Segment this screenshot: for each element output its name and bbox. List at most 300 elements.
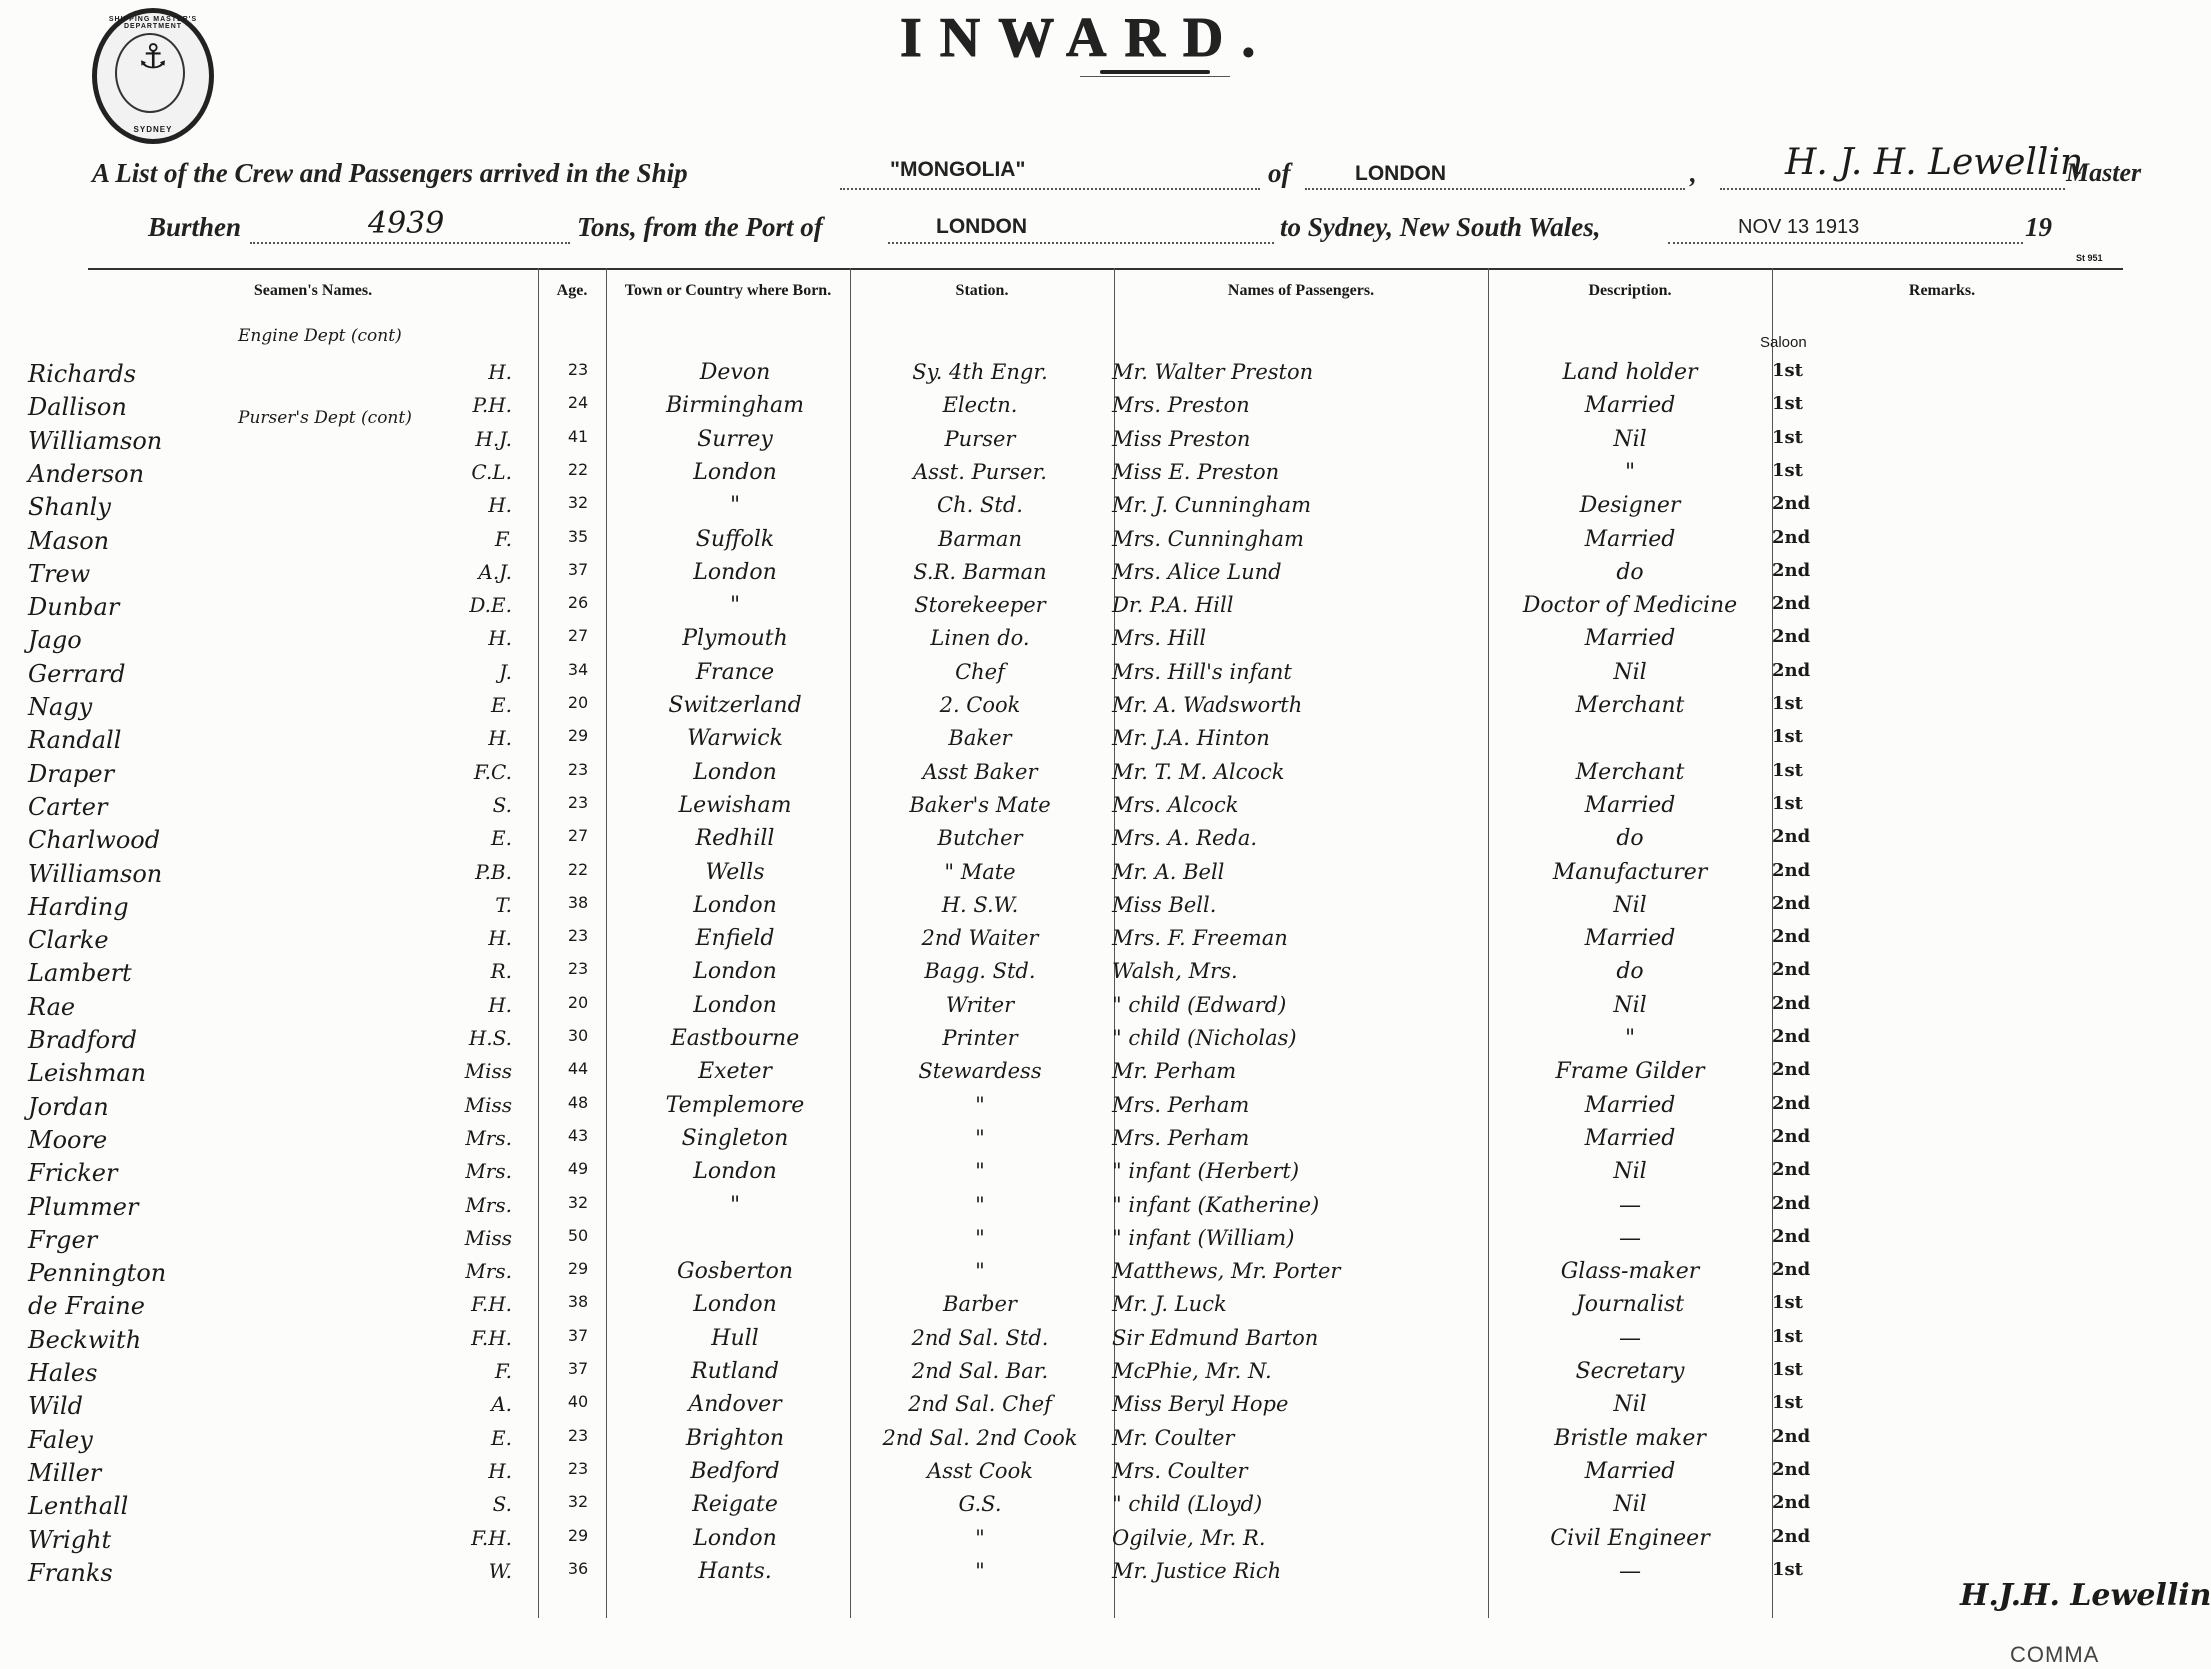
passenger-description: Secretary — [1575, 1359, 1685, 1384]
seaman-name: Hales — [28, 1359, 98, 1387]
seaman-age: 29 — [567, 726, 589, 746]
class-remark: 2nd — [1772, 559, 1811, 581]
station: Ch. Std. — [937, 493, 1023, 518]
table-top-rule — [88, 268, 2123, 270]
column-header-born: Town or Country where Born. — [624, 282, 832, 299]
birthplace: Eastbourne — [670, 1026, 800, 1051]
table-row — [0, 1292, 2131, 1326]
passenger-description: Nil — [1613, 659, 1647, 685]
seaman-age: 38 — [567, 892, 589, 912]
class-remark: 1st — [1772, 426, 1803, 448]
seaman-age: 37 — [567, 1359, 589, 1378]
station: " — [975, 1225, 985, 1250]
seaman-initials: Miss — [464, 1059, 512, 1084]
seaman-name: Clarke — [28, 926, 109, 955]
class-remark: 1st — [1772, 759, 1803, 781]
seaman-name: Lambert — [28, 959, 132, 988]
seaman-initials: F.H. — [471, 1325, 512, 1350]
table-row — [0, 1526, 2131, 1560]
station: Asst Cook — [927, 1458, 1033, 1483]
seaman-name: Pennington — [28, 1259, 167, 1288]
burthen-label: Burthen — [148, 212, 242, 242]
table-row — [0, 393, 2131, 427]
seaman-name: Faley — [28, 1425, 93, 1454]
seaman-initials: F. — [494, 1359, 512, 1383]
seaman-initials: H.J. — [475, 426, 512, 451]
seaman-name: Carter — [28, 792, 108, 821]
passenger-name: Mrs. Coulter — [1112, 1458, 1248, 1483]
seaman-initials: A. — [491, 1392, 512, 1417]
passenger-description: do — [1616, 826, 1644, 852]
seaman-name: Jago — [28, 626, 82, 655]
pursers-dept-note: Purser's Dept (cont) — [238, 408, 412, 428]
seaman-age: 40 — [567, 1392, 589, 1412]
station: Stewardess — [918, 1059, 1042, 1084]
seaman-name: Beckwith — [28, 1325, 142, 1354]
seaman-age: 26 — [567, 593, 589, 613]
master-name: H. J. H. Lewellin — [1785, 142, 2084, 183]
passenger-description: Land holder — [1562, 360, 1698, 385]
tons-label: Tons, from the Port of — [577, 212, 823, 242]
class-remark: 2nd — [1772, 1259, 1811, 1281]
column-header-description: Description. — [1588, 282, 1672, 299]
station: " — [975, 1192, 985, 1217]
home-port-dotted-line — [1305, 188, 1685, 190]
arrival-date: NOV 13 1913 — [1738, 216, 1860, 238]
seaman-initials: P.B. — [475, 859, 512, 884]
seaman-age: 23 — [567, 792, 589, 812]
class-remark: 2nd — [1772, 1159, 1811, 1181]
seaman-age: 29 — [567, 1259, 589, 1279]
passenger-name: Mrs. Hill — [1112, 626, 1207, 651]
seaman-name: Harding — [28, 892, 129, 921]
passenger-description: Civil Engineer — [1550, 1525, 1710, 1551]
table-row — [0, 1559, 2131, 1593]
birthplace: Warwick — [687, 726, 783, 752]
passenger-description: " — [1624, 459, 1636, 485]
passenger-name: Miss Bell. — [1112, 892, 1217, 917]
ship-name: "MONGOLIA" — [890, 158, 1026, 181]
saloon-note: Saloon — [1760, 334, 1807, 351]
engine-dept-note: Engine Dept (cont) — [238, 326, 402, 346]
passenger-name: Miss Preston — [1112, 426, 1251, 451]
birthplace: London — [693, 1159, 777, 1185]
birthplace: Singleton — [681, 1125, 789, 1151]
seaman-age: 23 — [567, 759, 589, 779]
table-row — [0, 1459, 2131, 1493]
passenger-description: Bristle maker — [1554, 1425, 1706, 1451]
passenger-name: Ogilvie, Mr. R. — [1112, 1525, 1266, 1550]
passenger-description: Nil — [1613, 1492, 1647, 1518]
station: " — [975, 1558, 985, 1583]
station: 2. Cook — [939, 693, 1021, 717]
passenger-description: Glass-maker — [1560, 1259, 1700, 1285]
seaman-initials: Mrs. — [465, 1125, 512, 1150]
seaman-initials: S. — [492, 1492, 512, 1517]
station: " Mate — [944, 859, 1016, 884]
comma-separator: , — [1690, 158, 1697, 188]
stamp-top-text: SHIPPING MASTER'S DEPARTMENT — [108, 16, 198, 30]
class-remark: 2nd — [1772, 859, 1811, 881]
seaman-initials: H. — [488, 1458, 512, 1483]
class-remark: 1st — [1772, 693, 1803, 714]
passenger-description: Nil — [1613, 1159, 1647, 1185]
birthplace: London — [693, 959, 777, 985]
title-ornament-line — [1080, 76, 1230, 77]
seaman-initials: Mrs. — [465, 1192, 512, 1217]
seaman-initials: H. — [488, 926, 512, 951]
class-remark: 2nd — [1772, 659, 1811, 681]
seaman-age: 35 — [567, 526, 589, 546]
station: Bagg. Std. — [924, 959, 1036, 984]
seaman-age: 32 — [567, 1192, 589, 1212]
class-remark: 2nd — [1772, 1192, 1811, 1214]
seaman-initials: H. — [488, 493, 512, 518]
passenger-description: do — [1616, 559, 1644, 585]
seaman-initials: H. — [488, 360, 512, 384]
tonnage: 4939 — [368, 206, 445, 241]
passenger-name: Mr. J.A. Hinton — [1112, 726, 1270, 751]
to-label: to Sydney, New South Wales, — [1280, 212, 1601, 242]
stamp-bottom-text: SYDNEY — [133, 125, 173, 134]
class-remark: 1st — [1772, 1292, 1803, 1314]
seaman-initials: H. — [488, 626, 512, 651]
passenger-description: Married — [1584, 1092, 1676, 1118]
table-row — [0, 860, 2131, 894]
birthplace: Hull — [711, 1325, 759, 1351]
seaman-name: Lenthall — [28, 1492, 129, 1521]
table-row — [0, 926, 2131, 960]
seaman-initials: E. — [491, 693, 512, 717]
seaman-initials: F.H. — [471, 1525, 512, 1550]
class-remark: 2nd — [1772, 926, 1811, 948]
seaman-initials: H.S. — [468, 1026, 512, 1050]
birthplace: London — [693, 459, 777, 485]
passenger-name: " infant (Katherine) — [1112, 1192, 1320, 1217]
seaman-name: Anderson — [28, 459, 145, 488]
class-remark: 2nd — [1772, 1225, 1811, 1247]
class-remark: 2nd — [1772, 1458, 1811, 1480]
seaman-initials: P.H. — [472, 393, 512, 418]
class-remark: 2nd — [1772, 593, 1811, 615]
passenger-description: Married — [1584, 626, 1676, 652]
seaman-age: 48 — [567, 1092, 589, 1112]
table-row — [0, 660, 2131, 694]
class-remark: 2nd — [1772, 1026, 1811, 1047]
form-reference: St 951 — [2076, 253, 2103, 263]
passenger-description: Married — [1584, 393, 1676, 419]
home-port: LONDON — [1355, 162, 1446, 185]
class-remark: 2nd — [1772, 1125, 1811, 1147]
class-remark: 1st — [1772, 792, 1803, 814]
passenger-name: Mrs. F. Freeman — [1112, 926, 1288, 951]
passenger-name: Mrs. Hill's infant — [1112, 659, 1292, 684]
table-row — [0, 1026, 2131, 1060]
master-dotted-line — [1720, 188, 2065, 190]
passenger-name: Miss E. Preston — [1112, 459, 1280, 484]
date-dotted-line — [1668, 242, 2023, 244]
birthplace: Brighton — [685, 1425, 785, 1451]
table-row — [0, 1226, 2131, 1260]
from-port: LONDON — [936, 215, 1027, 238]
page-title: INWARD. — [900, 7, 1274, 69]
passenger-name: Dr. P.A. Hill — [1112, 593, 1234, 618]
birthplace: Plymouth — [682, 626, 788, 652]
class-remark: 2nd — [1772, 1492, 1811, 1514]
class-remark: 2nd — [1772, 493, 1811, 515]
seaman-initials: R. — [490, 959, 512, 984]
seaman-name: Bradford — [28, 1026, 137, 1054]
seaman-age: 23 — [567, 926, 589, 946]
passenger-description: Nil — [1613, 892, 1647, 918]
seaman-age: 27 — [567, 626, 589, 646]
from-port-dotted-line — [888, 242, 1274, 244]
seaman-age: 27 — [567, 826, 589, 846]
seaman-name: Williamson — [28, 426, 163, 455]
seaman-name: de Fraine — [28, 1292, 145, 1321]
title-ornament — [1100, 70, 1210, 74]
seaman-initials: F.H. — [471, 1292, 512, 1317]
table-row — [0, 1392, 2131, 1426]
seaman-initials: J. — [499, 659, 512, 684]
class-remark: 2nd — [1772, 992, 1811, 1014]
class-remark: 2nd — [1772, 1059, 1811, 1081]
passenger-description: Married — [1584, 526, 1676, 552]
seaman-name: Dallison — [28, 393, 127, 422]
passenger-name: Mrs. Cunningham — [1112, 526, 1304, 551]
commander-label: COMMA — [2010, 1642, 2100, 1667]
seaman-age: 30 — [567, 1026, 589, 1045]
passenger-name: Mr. J. Cunningham — [1112, 493, 1312, 518]
passenger-name: Mrs. Alice Lund — [1112, 559, 1282, 584]
commander-signature: H.J.H. Lewellin — [1960, 1578, 2211, 1613]
class-remark: 1st — [1772, 1558, 1803, 1580]
table-row — [0, 460, 2131, 494]
class-remark: 1st — [1772, 360, 1803, 381]
class-remark: 1st — [1772, 1325, 1803, 1347]
seaman-initials: H. — [488, 726, 512, 751]
passenger-name: Mr. Coulter — [1112, 1425, 1235, 1450]
passenger-description: do — [1616, 959, 1644, 985]
table-row — [0, 726, 2131, 760]
seaman-age: 23 — [567, 1425, 589, 1445]
table-row — [0, 893, 2131, 927]
table-row — [0, 1159, 2131, 1193]
table-row — [0, 1126, 2131, 1160]
seaman-age: 23 — [567, 360, 589, 379]
station: Writer — [945, 992, 1015, 1017]
table-row — [0, 693, 2131, 727]
passenger-description: Doctor of Medicine — [1522, 593, 1738, 619]
passenger-description: — — [1619, 1558, 1641, 1584]
seaman-age: 36 — [567, 1558, 589, 1578]
passenger-name: " infant (William) — [1112, 1225, 1295, 1250]
seaman-name: Randall — [28, 726, 122, 755]
station: 2nd Waiter — [921, 926, 1039, 951]
station: Asst Baker — [922, 759, 1038, 784]
tonnage-dotted-line — [250, 242, 570, 244]
seaman-name: Rae — [28, 992, 76, 1021]
class-remark: 1st — [1772, 459, 1803, 481]
seaman-age: 34 — [567, 659, 589, 679]
station: G.S. — [958, 1492, 1002, 1517]
table-row — [0, 1492, 2131, 1526]
birthplace: Exeter — [698, 1059, 772, 1085]
station: Baker's Mate — [909, 792, 1051, 817]
seaman-initials: S. — [492, 792, 512, 817]
table-row — [0, 826, 2131, 860]
passenger-description: Designer — [1579, 493, 1681, 519]
seaman-name: Dunbar — [28, 593, 120, 622]
department-stamp — [92, 8, 214, 144]
seaman-name: Mason — [28, 526, 110, 555]
seaman-initials: E. — [491, 826, 512, 851]
master-label: Master — [2066, 158, 2142, 187]
class-remark: 1st — [1772, 1392, 1803, 1414]
seaman-name: Trew — [28, 559, 91, 588]
passenger-name: Mr. T. M. Alcock — [1112, 759, 1285, 784]
seaman-name: Franks — [28, 1558, 113, 1587]
class-remark: 2nd — [1772, 1525, 1811, 1547]
table-row — [0, 1193, 2131, 1227]
passenger-name: Mr. Perham — [1112, 1059, 1237, 1084]
seaman-age: 20 — [567, 693, 589, 712]
class-remark: 2nd — [1772, 526, 1811, 548]
passenger-description: Nil — [1613, 992, 1647, 1018]
passenger-description: Married — [1584, 1125, 1676, 1151]
passenger-name: " child (Edward) — [1112, 992, 1287, 1017]
table-row — [0, 993, 2131, 1027]
table-row — [0, 1059, 2131, 1093]
table-row — [0, 493, 2131, 527]
class-remark: 2nd — [1772, 1092, 1811, 1114]
passenger-name: Miss Beryl Hope — [1112, 1392, 1289, 1417]
seaman-name: Wright — [28, 1525, 112, 1554]
station: S.R. Barman — [913, 559, 1047, 584]
birthplace: Templemore — [665, 1092, 805, 1118]
header-line1-prefix: A List of the Crew and Passengers arrived in the Ship — [92, 158, 688, 188]
birthplace: Suffolk — [695, 526, 775, 552]
passenger-name: Mrs. Perham — [1112, 1125, 1250, 1150]
column-header-remarks: Remarks. — [1908, 282, 1976, 299]
seaman-age: 24 — [567, 393, 589, 413]
passenger-name: Mrs. Perham — [1112, 1092, 1250, 1117]
passenger-name: Sir Edmund Barton — [1112, 1325, 1319, 1350]
table-row — [0, 626, 2131, 660]
column-header-seamen: Seamen's Names. — [253, 282, 373, 299]
station: Sy. 4th Engr. — [912, 360, 1048, 384]
seaman-name: Plummer — [28, 1192, 139, 1221]
station: Barman — [938, 526, 1022, 551]
class-remark: 1st — [1772, 1359, 1803, 1380]
birthplace: London — [693, 759, 777, 785]
station: 2nd Sal. Chef — [908, 1392, 1052, 1417]
passenger-name: Mr. Justice Rich — [1112, 1558, 1282, 1583]
station: " — [975, 1525, 985, 1550]
birthplace: Hants. — [698, 1558, 772, 1584]
passenger-name: McPhie, Mr. N. — [1112, 1359, 1272, 1383]
table-row — [0, 1359, 2131, 1393]
station: Storekeeper — [914, 593, 1046, 618]
seaman-initials: Miss — [464, 1225, 512, 1250]
seaman-name: Frger — [28, 1225, 98, 1254]
seaman-age: 22 — [567, 459, 589, 479]
table-row — [0, 1326, 2131, 1360]
station: " — [975, 1092, 985, 1117]
station: Baker — [948, 726, 1012, 751]
station: " — [975, 1259, 985, 1284]
seaman-age: 37 — [567, 1325, 589, 1345]
seaman-initials: F.C. — [473, 759, 512, 784]
station: 2nd Sal. 2nd Cook — [882, 1425, 1078, 1450]
seaman-age: 29 — [567, 1525, 589, 1545]
column-header-station: Station. — [955, 282, 1009, 299]
seaman-age: 49 — [567, 1159, 589, 1179]
seaman-age: 38 — [567, 1292, 589, 1312]
passenger-description: — — [1619, 1325, 1641, 1351]
birthplace: Bedford — [690, 1458, 780, 1484]
passenger-name: Mr. Walter Preston — [1112, 360, 1314, 384]
seaman-age: 43 — [567, 1125, 589, 1145]
table-row — [0, 793, 2131, 827]
seaman-age: 32 — [567, 1492, 589, 1512]
passenger-description: Nil — [1613, 1392, 1647, 1418]
passenger-description: Nil — [1613, 426, 1647, 452]
birthplace: London — [693, 1525, 777, 1551]
birthplace: London — [693, 559, 777, 585]
station: Asst. Purser. — [913, 459, 1047, 484]
passenger-description: Married — [1584, 926, 1676, 952]
passenger-description: Married — [1584, 1458, 1676, 1484]
birthplace: " — [729, 593, 741, 619]
station: " — [975, 1159, 985, 1184]
table-row — [0, 959, 2131, 993]
birthplace: " — [729, 1192, 741, 1218]
seaman-age: 44 — [567, 1059, 589, 1079]
seaman-initials: Miss — [464, 1092, 512, 1117]
anchor-icon: ⚓ — [137, 37, 169, 77]
seaman-initials: F. — [494, 526, 512, 551]
seaman-name: Nagy — [28, 693, 93, 721]
seaman-initials: D.E. — [469, 593, 512, 618]
seaman-name: Miller — [28, 1458, 102, 1487]
station: 2nd Sal. Std. — [911, 1325, 1049, 1350]
seaman-name: Williamson — [28, 859, 163, 888]
passenger-description: " — [1624, 1026, 1636, 1051]
seaman-name: Fricker — [28, 1159, 118, 1188]
seaman-age: 37 — [567, 559, 589, 579]
birthplace: Switzerland — [668, 693, 802, 718]
passenger-description: Merchant — [1575, 759, 1685, 785]
class-remark: 2nd — [1772, 826, 1811, 848]
class-remark: 2nd — [1772, 626, 1811, 648]
seaman-name: Richards — [28, 360, 137, 388]
birthplace: Gosberton — [677, 1259, 793, 1285]
passenger-name: Walsh, Mrs. — [1112, 959, 1238, 984]
table-row — [0, 1426, 2131, 1460]
seaman-initials: T. — [495, 892, 512, 917]
station: Purser — [944, 426, 1016, 451]
birthplace: Wells — [705, 859, 765, 885]
birthplace: " — [729, 493, 741, 519]
passenger-name: " child (Nicholas) — [1112, 1026, 1297, 1050]
passenger-name: Matthews, Mr. Porter — [1112, 1259, 1341, 1284]
class-remark: 2nd — [1772, 1425, 1811, 1447]
seaman-age: 20 — [567, 992, 589, 1012]
seaman-age: 23 — [567, 1458, 589, 1478]
column-header-age: Age. — [556, 282, 588, 299]
seaman-age: 32 — [567, 493, 589, 513]
